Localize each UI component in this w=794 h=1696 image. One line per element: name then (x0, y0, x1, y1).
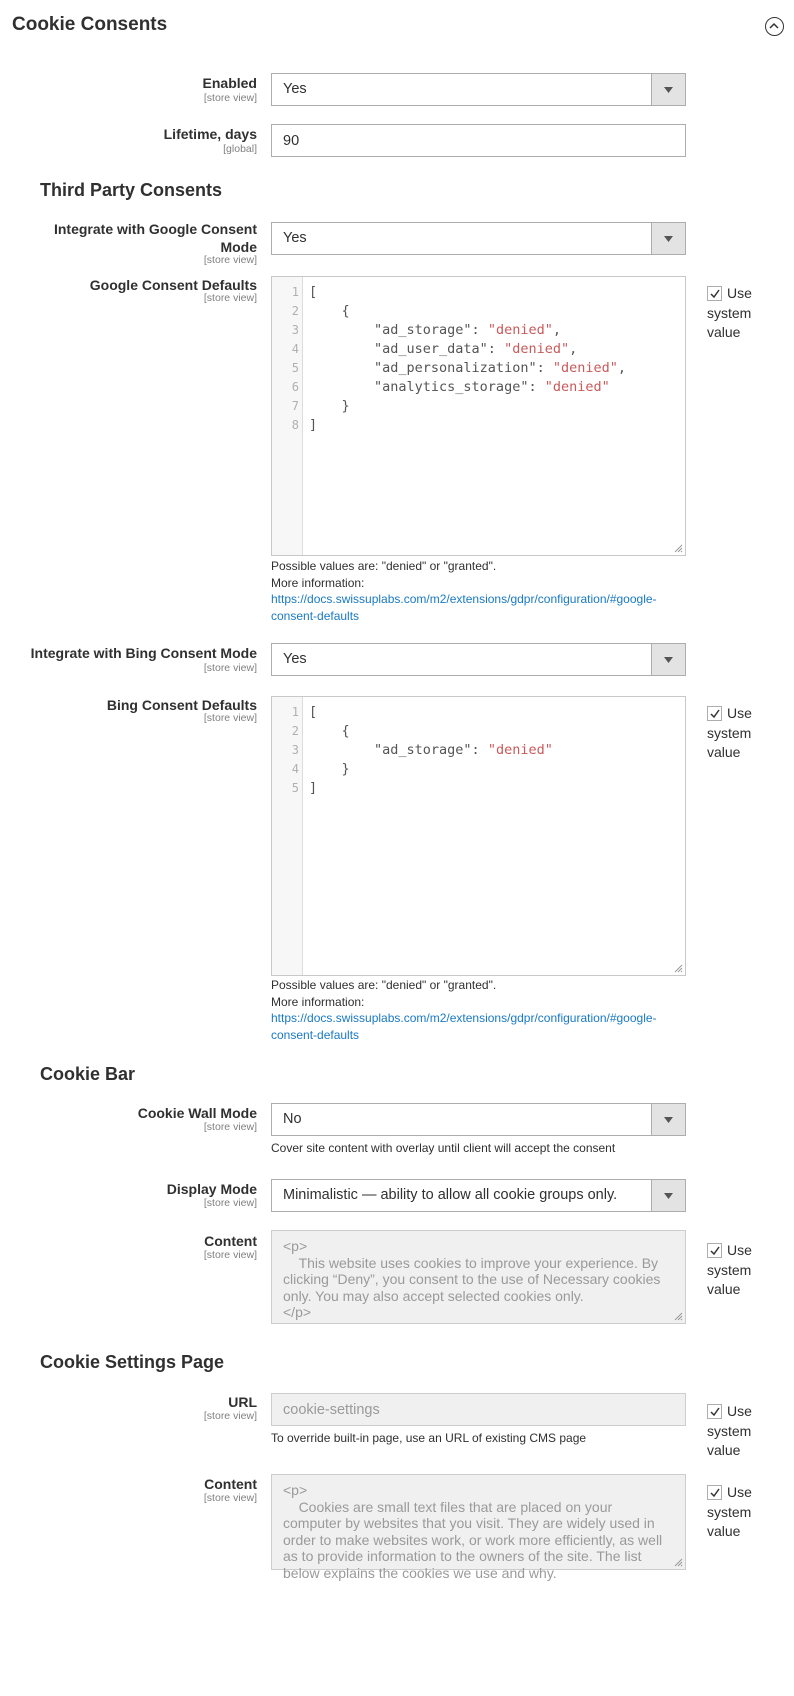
code-text: "ad_user_data": "denied", (309, 341, 578, 357)
code-text: [ (309, 704, 318, 720)
docs-link-part1: https://docs.swissuplabs.com/m2/extensions/gdpr/configuration/#google- (271, 1011, 657, 1025)
bar-content-textarea[interactable] (271, 1230, 686, 1324)
bing-mode-scope: [store view] (203, 662, 257, 674)
bar-content-label: Content (204, 1233, 257, 1249)
docs-link[interactable] (271, 591, 691, 624)
bing-defaults-editor[interactable] (271, 696, 686, 976)
google-mode-value: Yes (283, 230, 307, 246)
display-mode-value: Minimalistic — ability to allow all cookie groups only. (283, 1187, 618, 1203)
code-text: ] (309, 780, 318, 796)
google-defaults-editor[interactable] (271, 276, 686, 556)
wall-mode-scope: [store view] (203, 1121, 257, 1133)
url-input[interactable]: cookie-settings (271, 1393, 686, 1426)
wall-mode-value: No (283, 1111, 302, 1127)
code-line (272, 741, 685, 760)
docs-link-part2: consent-defaults (271, 1027, 360, 1042)
use-system-label: Use system value (707, 1403, 752, 1458)
code-text: [ (309, 284, 318, 300)
page-content-textarea[interactable] (271, 1474, 686, 1581)
cookie-bar-title: Cookie Bar (40, 1064, 136, 1084)
url-note: To override built-in page, use an URL of existing CMS page (271, 1431, 587, 1445)
note-line: Possible values are: "denied" or "granted". (271, 978, 497, 992)
note-line: Possible values are: "denied" or "granted". (271, 559, 497, 573)
line-number: 6 (291, 380, 299, 394)
string-value: "denied" (487, 742, 553, 758)
resize-handle-icon[interactable] (674, 544, 683, 553)
collapse-icon[interactable] (765, 17, 784, 36)
page-content-scope: [store view] (203, 1492, 257, 1504)
line-number: 2 (291, 724, 299, 738)
bing-mode-label: Integrate with Bing Consent Mode (30, 645, 257, 661)
code-line (272, 703, 685, 722)
code-text: "analytics_storage": "denied" (309, 379, 610, 395)
line-number: 2 (291, 304, 299, 318)
enabled-scope: [store view] (203, 92, 257, 104)
code-line (272, 340, 685, 359)
line-number: 4 (291, 342, 299, 356)
line-number: 3 (291, 323, 299, 337)
wall-mode-note: Cover site content with overlay until client will accept the consent (271, 1141, 616, 1155)
textarea-line: Cookies are small text files that are placed on your computer by websites that you visit. They are widely used in order to make websites work, or work more efficiently, as well as to provide information to the owners of the site. The list below explains the cookies we use and why. (283, 1498, 667, 1581)
code-lines (272, 703, 685, 798)
code-text: } (309, 398, 350, 414)
textarea-line: This website uses cookies to improve your experience. By clicking “Deny”, you consent to the use of Necessary cookies only. You may also accept selected cookies only. (283, 1254, 665, 1304)
docs-link-part2: consent-defaults (271, 608, 360, 623)
string-value: "denied" (552, 360, 618, 376)
use-system-label: Use system value (707, 1484, 752, 1539)
wall-mode-label: Cookie Wall Mode (137, 1105, 257, 1121)
chevron-down-icon (651, 1104, 685, 1135)
wall-mode-select[interactable] (271, 1103, 686, 1136)
lifetime-label: Lifetime, days (163, 126, 257, 142)
note-line: More information: (271, 994, 365, 1009)
google-defaults-note (271, 558, 691, 624)
enabled-label: Enabled (202, 75, 257, 91)
use-system-label: Use system value (707, 1242, 752, 1297)
google-mode-select[interactable] (271, 222, 686, 255)
line-number: 7 (291, 399, 299, 413)
resize-handle-icon[interactable] (674, 1312, 683, 1321)
lifetime-scope: [global] (223, 143, 257, 155)
chevron-down-icon (651, 1180, 685, 1211)
textarea-line: <p> (283, 1238, 308, 1254)
code-line (272, 722, 685, 741)
docs-link[interactable] (271, 1010, 691, 1043)
textarea-line: </p> (283, 1304, 312, 1320)
chevron-down-icon (651, 223, 685, 254)
code-line (272, 378, 685, 397)
code-lines (272, 283, 685, 435)
bing-defaults-scope: [store view] (203, 712, 257, 724)
lifetime-input[interactable]: 90 (271, 124, 686, 157)
url-label: URL (228, 1394, 257, 1410)
code-text: "ad_personalization": "denied", (309, 360, 627, 376)
code-text: ] (309, 417, 318, 433)
note-line: More information: (271, 575, 365, 590)
use-system-label: Use system value (707, 705, 752, 760)
code-text: { (309, 303, 350, 319)
chevron-down-icon (651, 74, 685, 105)
code-line (272, 359, 685, 378)
url-scope: [store view] (203, 1410, 257, 1422)
line-number: 1 (291, 285, 299, 299)
section-title[interactable]: Cookie Consents (12, 14, 168, 35)
third-party-title: Third Party Consents (40, 180, 223, 200)
code-line (272, 779, 685, 798)
google-defaults-scope: [store view] (203, 292, 257, 304)
chevron-down-icon (651, 644, 685, 675)
google-mode-label: Integrate with Google Consent Mode (53, 221, 257, 255)
code-text: "ad_storage": "denied" (309, 742, 553, 758)
code-line (272, 760, 685, 779)
bing-mode-value: Yes (283, 651, 307, 667)
page-content-label: Content (204, 1476, 257, 1492)
line-number: 8 (291, 418, 299, 432)
enabled-value: Yes (283, 81, 307, 97)
code-text: } (309, 761, 350, 777)
docs-link-part1: https://docs.swissuplabs.com/m2/extensions/gdpr/configuration/#google- (271, 592, 657, 606)
use-system-label: Use system value (707, 285, 752, 340)
resize-handle-icon[interactable] (674, 964, 683, 973)
bing-mode-select[interactable] (271, 643, 686, 676)
resize-handle-icon[interactable] (674, 1558, 683, 1567)
bar-content-scope: [store view] (203, 1249, 257, 1261)
line-number: 4 (291, 762, 299, 776)
settings-page-title: Cookie Settings Page (40, 1352, 225, 1372)
code-line (272, 321, 685, 340)
display-mode-label: Display Mode (166, 1181, 257, 1197)
line-number: 5 (291, 781, 299, 795)
enabled-select[interactable] (271, 73, 686, 106)
code-line (272, 416, 685, 435)
bing-defaults-label: Bing Consent Defaults (106, 697, 257, 713)
line-number: 3 (291, 743, 299, 757)
code-line (272, 283, 685, 302)
code-text: { (309, 723, 350, 739)
line-number: 1 (291, 705, 299, 719)
string-value: "denied" (487, 322, 553, 338)
bing-defaults-note (271, 977, 691, 1043)
code-line (272, 397, 685, 416)
google-defaults-label: Google Consent Defaults (89, 277, 257, 293)
string-value: "denied" (504, 341, 570, 357)
line-number: 5 (291, 361, 299, 375)
google-mode-scope: [store view] (203, 254, 257, 266)
display-mode-scope: [store view] (203, 1197, 257, 1209)
code-line (272, 302, 685, 321)
display-mode-select[interactable] (271, 1179, 686, 1212)
string-value: "denied" (544, 379, 610, 395)
textarea-line: <p> (283, 1482, 308, 1498)
code-text: "ad_storage": "denied", (309, 322, 561, 338)
